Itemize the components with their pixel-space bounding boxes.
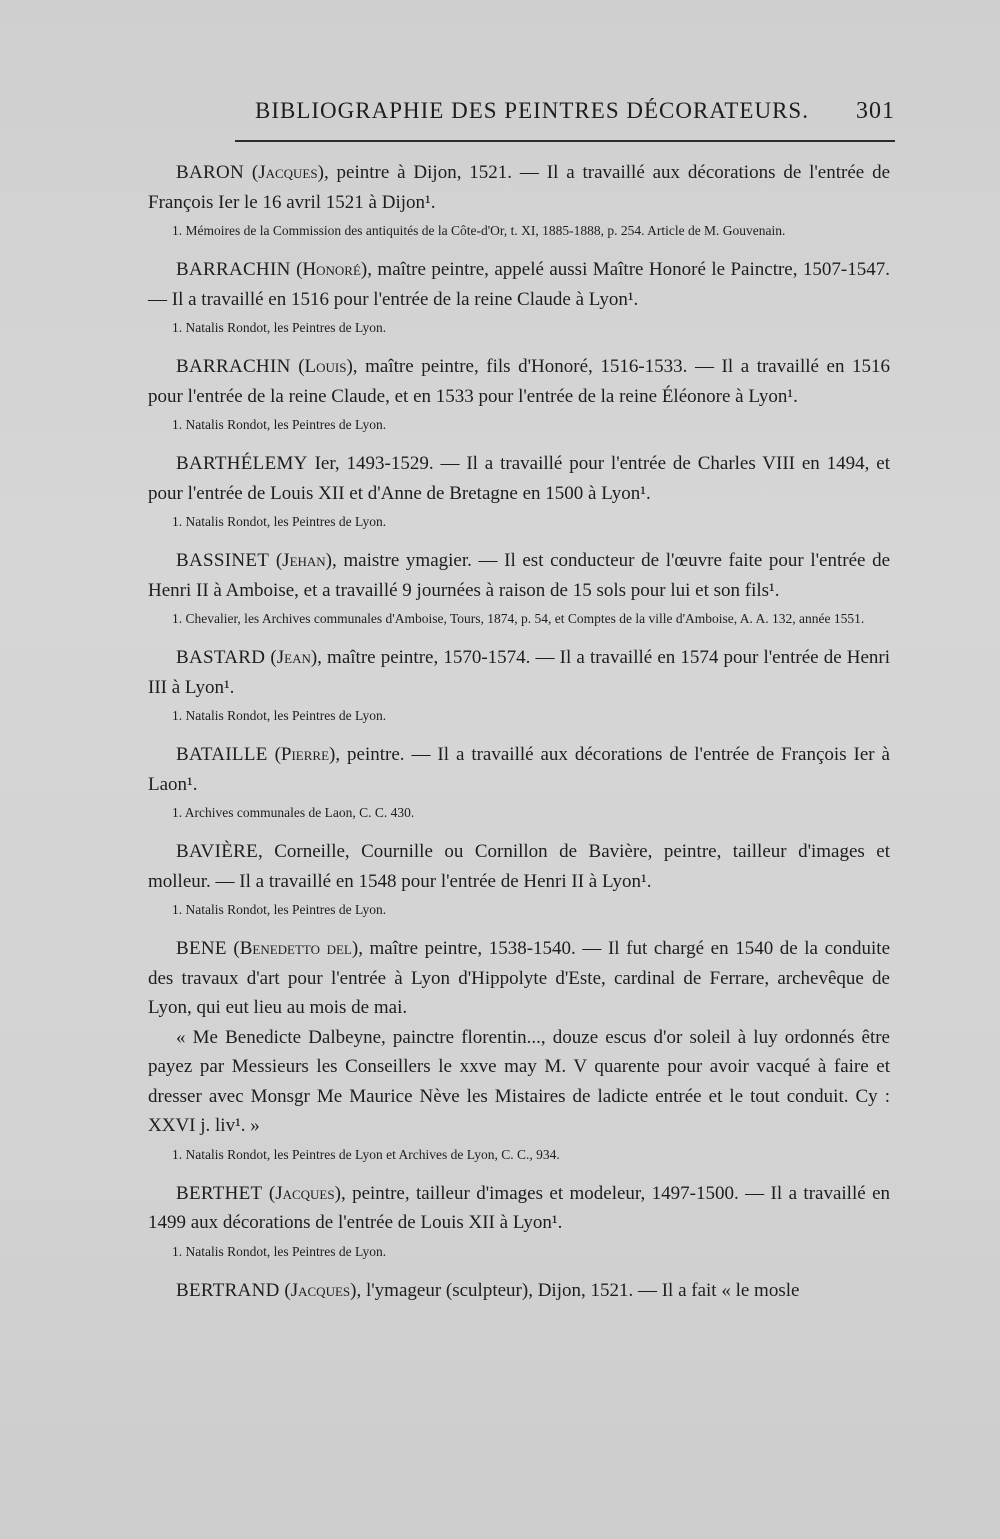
footnote: 1. Natalis Rondot, les Peintres de Lyon.	[172, 1243, 387, 1259]
page-number: 301	[856, 98, 895, 124]
entry-text	[148, 449, 890, 508]
footnote: 1. Natalis Rondot, les Peintres de Lyon.	[172, 417, 387, 432]
entry-given-name: (Jehan)	[275, 550, 332, 571]
entry-given-name: (Jean)	[270, 647, 318, 668]
entry-text	[148, 352, 890, 411]
entry-name: BARON	[176, 162, 245, 183]
entry-text	[148, 837, 890, 896]
entry-text	[148, 546, 890, 605]
page-header	[255, 98, 895, 125]
entry-text	[148, 255, 890, 314]
running-title: BIBLIOGRAPHIE DES PEINTRES DÉCORATEURS.	[255, 98, 809, 123]
entry-given-name: (Jacques)	[268, 1182, 341, 1204]
entry-text	[148, 643, 890, 702]
entry-name: BARRACHIN	[176, 259, 291, 280]
entry-text	[148, 740, 890, 799]
entry-body: , Corneille, Cournille ou Cornillon de Bavière, peintre, tailleur d'images et molleur. — Il a travaillé en 1548 pour l'entrée de Henri II à Lyon¹.	[148, 841, 890, 892]
footnote: 1. Chevalier, les Archives communales d'Amboise, Tours, 1874, p. 54, et Comptes de la ville d'Amboise, A. A. 132, année 1551.	[172, 611, 865, 626]
entry-body: , maître peintre, 1570-1574. — Il a travaillé en 1574 pour l'entrée de Henri III à Lyon¹.	[148, 647, 891, 698]
entry-given-name: (Honoré)	[296, 259, 368, 280]
entry-barrachin-honore	[148, 255, 890, 338]
entry-text	[148, 1276, 890, 1306]
entry-body: , peintre, tailleur d'images et modeleur, 1497-1500. — Il a travaillé en 1499 aux décorations de l'entrée de Louis XII à Lyon¹.	[148, 1182, 891, 1233]
entry-bastard	[148, 643, 890, 726]
footnote: 1. Natalis Rondot, les Peintres de Lyon.	[172, 902, 387, 917]
entry-body: , l'ymageur (sculpteur), Dijon, 1521. — Il a fait « le mosle	[356, 1279, 800, 1301]
entry-name: BENE	[176, 938, 227, 959]
entry-given-name: (Pierre)	[274, 744, 336, 765]
entry-baviere	[148, 837, 890, 920]
entry-text	[148, 1179, 890, 1238]
entry-bataille	[148, 740, 890, 823]
entry-name: BATAILLE	[176, 744, 268, 765]
entry-body: , maître peintre, fils d'Honoré, 1516-1533. — Il a travaillé en 1516 pour l'entrée de la reine Claude, et en 1533 pour l'entrée de la reine Éléonore à Lyon¹.	[148, 356, 891, 407]
entry-baron	[148, 158, 890, 241]
entry-name: BERTRAND	[176, 1279, 280, 1301]
entry-body: , peintre. — Il a travaillé aux décorations de l'entrée de François Ier à Laon¹.	[148, 744, 890, 795]
footnote: 1. Natalis Rondot, les Peintres de Lyon et Archives de Lyon, C. C., 934.	[172, 1146, 560, 1162]
footnote: 1. Mémoires de la Commission des antiquités de la Côte-d'Or, t. XI, 1885-1888, p. 254. Article de M. Gouvenain.	[172, 223, 786, 238]
entry-name: BAVIÈRE	[176, 841, 258, 862]
entries-list	[148, 158, 890, 1305]
entry-name: BASTARD	[176, 647, 266, 668]
entry-given-name: Ier	[314, 453, 335, 474]
entry-name: BASSINET	[176, 550, 270, 571]
entry-name: BARRACHIN	[176, 356, 291, 377]
entry-body: , peintre à Dijon, 1521. — Il a travaillé aux décorations de l'entrée de François Ier le 16 avril 1521 à Dijon¹.	[148, 162, 891, 213]
entry-bertrand	[148, 1276, 890, 1306]
entry-name: BARTHÉLEMY	[176, 453, 308, 474]
entry-body: , 1493-1529. — Il a travaillé pour l'entrée de Charles VIII en 1494, et pour l'entrée de Louis XII et d'Anne de Bretagne en 1500 à Lyon¹.	[148, 453, 890, 504]
footnote: 1. Natalis Rondot, les Peintres de Lyon.	[172, 514, 387, 529]
header-rule	[235, 140, 895, 142]
entry-body: , maître peintre, 1538-1540. — Il fut chargé en 1540 de la conduite des travaux d'art pour l'entrée à Lyon d'Hippolyte d'Este, cardinal de Ferrare, archevêque de Lyon, qui eut lieu au mois de mai.	[148, 938, 890, 1018]
footnote: 1. Natalis Rondot, les Peintres de Lyon.	[172, 708, 387, 723]
entry-bene	[148, 934, 890, 1165]
entry-text	[148, 934, 890, 1023]
footnote: 1. Archives communales de Laon, C. C. 430.	[172, 805, 415, 820]
entry-berthet	[148, 1179, 890, 1262]
entry-barthelemy	[148, 449, 890, 532]
entry-bassinet	[148, 546, 890, 629]
entry-text	[148, 158, 890, 217]
entry-name: BERTHET	[176, 1182, 263, 1204]
entry-barrachin-louis	[148, 352, 890, 435]
entry-body: , maître peintre, appelé aussi Maître Honoré le Painctre, 1507-1547. — Il a travaillé en 1516 pour l'entrée de la reine Claude à Lyon¹.	[148, 259, 891, 310]
entry-quote: « Me Benedicte Dalbeyne, painctre florentin..., douze escus d'or soleil à luy ordonnés être payez par Messieurs les Conseillers le xxve may M. V quarente pour avoir vacqué à faire et dresser avec Monsgr Me Maurice Nève les Mistaires de ladicte entrée et le tout conduit. Cy : XXVI j. liv¹. »	[148, 1026, 890, 1136]
entry-body: , maistre ymagier. — Il est conducteur de l'œuvre faite pour l'entrée de Henri II à Amboise, et a travaillé 9 journées à raison de 15 sols pour lui et son fils¹.	[148, 550, 891, 601]
footnote: 1. Natalis Rondot, les Peintres de Lyon.	[172, 320, 387, 335]
entry-given-name: (Louis)	[298, 356, 353, 377]
entry-given-name: (Jacques)	[251, 162, 324, 183]
entry-given-name: (Benedetto del)	[233, 938, 359, 959]
entry-given-name: (Jacques)	[284, 1279, 357, 1301]
